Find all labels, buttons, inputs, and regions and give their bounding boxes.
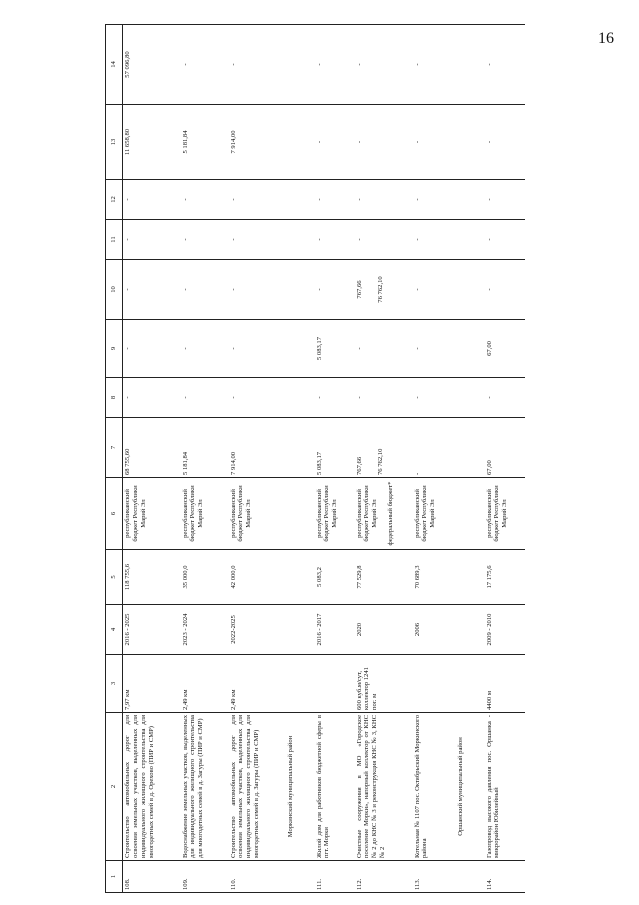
year-value: - xyxy=(485,180,525,220)
object-name: Газопровод высокого давления пос. Оршанка - микрорайон Юбилейный xyxy=(485,713,525,861)
funding-source: республиканский бюджет Республики Марий Эл xyxy=(485,478,525,550)
year-value: - xyxy=(181,180,229,220)
year-value: - xyxy=(413,260,451,320)
row-number: 114. xyxy=(485,861,525,893)
estimated-cost: 70 689,3 xyxy=(413,550,451,605)
funding-source: республиканский бюджет Республики Марий Эл xyxy=(413,478,451,550)
col-header: 1 xyxy=(106,861,123,893)
period: 2006 xyxy=(413,605,451,655)
funding-source: республиканский бюджет Республики Марий Эл xyxy=(315,478,355,550)
capacity: 7,97 км xyxy=(123,655,181,713)
district-row xyxy=(451,25,485,893)
year-value: - xyxy=(181,25,229,105)
row-number: 113. xyxy=(413,861,451,893)
funding-source: республиканский бюджет Республики Марий Эл xyxy=(123,478,181,550)
period: 2022-2025 xyxy=(229,605,281,655)
year-value: 5 181,84 xyxy=(181,105,229,180)
capacity: 2,49 км xyxy=(181,655,229,713)
funding-source-regional: республиканский бюджет Республики Марий Эл xyxy=(355,485,379,542)
period: 2020 xyxy=(355,605,413,655)
year-value: - xyxy=(229,320,281,378)
funding-source xyxy=(355,478,413,550)
capacity xyxy=(413,655,451,713)
district-row xyxy=(281,25,315,893)
col-header: 12 xyxy=(106,180,123,220)
period: 2023 - 2024 xyxy=(181,605,229,655)
col-header: 14 xyxy=(106,25,123,105)
year-value: - xyxy=(229,260,281,320)
year-value: 11 658,80 xyxy=(123,105,181,180)
year-value: - xyxy=(315,378,355,418)
table-row xyxy=(315,25,355,893)
year-value: - xyxy=(123,180,181,220)
year-value: - xyxy=(315,105,355,180)
district-name: Моркинский муниципальный район xyxy=(281,713,315,861)
total-amount: 5 083,17 xyxy=(315,418,355,478)
funding-source-federal: федеральный бюджет* xyxy=(387,481,395,546)
funding-source: республиканский бюджет Республики Марий Эл xyxy=(181,478,229,550)
estimated-cost: 5 083,2 xyxy=(315,550,355,605)
year-value: 7 914,00 xyxy=(229,105,281,180)
row-number: 109. xyxy=(181,861,229,893)
year-value: - xyxy=(315,180,355,220)
year-value: - xyxy=(229,180,281,220)
year-value: - xyxy=(485,378,525,418)
column-number-row xyxy=(106,25,123,893)
total-amount: 68 755,60 xyxy=(123,418,181,478)
year-value: - xyxy=(485,260,525,320)
capacity xyxy=(315,655,355,713)
year-value: - xyxy=(181,260,229,320)
year-value: - xyxy=(315,220,355,260)
year-value: - xyxy=(355,378,413,418)
year-value: - xyxy=(315,260,355,320)
col-header: 9 xyxy=(106,320,123,378)
district-name: Оршанский муниципальный район xyxy=(451,713,485,861)
year-value: 67,00 xyxy=(485,320,525,378)
total-amount: - xyxy=(413,418,451,478)
year-value: - xyxy=(181,378,229,418)
total-amount: 7 914,00 xyxy=(229,418,281,478)
table-row xyxy=(355,25,413,893)
col-header: 11 xyxy=(106,220,123,260)
year-value: - xyxy=(413,180,451,220)
object-name: Строительство автомобильных дорог для освоения земельных участков, выделенных для индивидуального жилищного строительства для многодетных семей в д. Орехово (ПИР и СМР) xyxy=(123,713,181,861)
year-value: - xyxy=(413,25,451,105)
funding-source: республиканский бюджет Республики Марий Эл xyxy=(229,478,281,550)
col-header: 6 xyxy=(106,478,123,550)
col-header: 13 xyxy=(106,105,123,180)
year-value: - xyxy=(485,220,525,260)
row-number: 110. xyxy=(229,861,281,893)
estimated-cost: 35 000,0 xyxy=(181,550,229,605)
period: 2016 - 2025 xyxy=(123,605,181,655)
capacity: 4400 м xyxy=(485,655,525,713)
col-header: 10 xyxy=(106,260,123,320)
year-value: - xyxy=(485,25,525,105)
year-value: - xyxy=(413,320,451,378)
year-value: - xyxy=(485,105,525,180)
investment-table xyxy=(105,24,525,893)
object-name: Водоснабжение земельных участков, выделенных для индивидуального жилищного строительства для многодетных семей в д. Загуры (ПИР и СМР) xyxy=(181,713,229,861)
year-value-regional: 767,66 xyxy=(355,280,363,299)
col-header: 4 xyxy=(106,605,123,655)
year-value: - xyxy=(315,25,355,105)
col-header: 2 xyxy=(106,713,123,861)
period: 2016 - 2017 xyxy=(315,605,355,655)
year-value: - xyxy=(413,105,451,180)
total-amount xyxy=(355,418,413,478)
object-name: Котельная № 1107 пос. Октябрьский Моркинского района xyxy=(413,713,451,861)
total-amount-federal: 76 762,10 xyxy=(377,448,385,475)
year-value: - xyxy=(181,320,229,378)
page-number: 16 xyxy=(598,30,614,47)
year-value: - xyxy=(355,320,413,378)
estimated-cost: 77 529,8 xyxy=(355,550,413,605)
total-amount: 5 181,84 xyxy=(181,418,229,478)
year-value: - xyxy=(355,25,413,105)
object-name: Жилой дом для работников бюджетной сферы в пгт. Морки xyxy=(315,713,355,861)
year-value-federal: 76 762,10 xyxy=(377,276,385,303)
object-name: Строительство автомобильных дорог для освоения земельных участков, выделенных для индивидуального жилищного строительства для многодетных семей в д. Загуры (ПИР и СМР) xyxy=(229,713,281,861)
row-number: 112. xyxy=(355,861,413,893)
table-row xyxy=(229,25,281,893)
year-value: - xyxy=(229,25,281,105)
total-amount: 67,00 xyxy=(485,418,525,478)
object-name: Очистные сооружения в МО «Городское поселение Морки», напорный коллектор от КНС № 2 до КНС № 3 и реконструкция КНС № 3, КНС № 2 xyxy=(355,713,413,861)
year-value: - xyxy=(123,378,181,418)
capacity: 600 куб.м/сут, коллектор 1241 пог. м xyxy=(355,655,413,713)
col-header: 3 xyxy=(106,655,123,713)
year-value: - xyxy=(123,220,181,260)
table-row xyxy=(485,25,525,893)
year-value: - xyxy=(229,220,281,260)
estimated-cost: 118 755,6 xyxy=(123,550,181,605)
capacity: 2,49 км xyxy=(229,655,281,713)
col-header: 7 xyxy=(106,418,123,478)
row-number: 108. xyxy=(123,861,181,893)
period: 2009 - 2010 xyxy=(485,605,525,655)
year-value: - xyxy=(123,320,181,378)
rotated-table-container xyxy=(105,25,523,893)
table-row xyxy=(413,25,451,893)
table-row xyxy=(123,25,181,893)
estimated-cost: 42 000,0 xyxy=(229,550,281,605)
year-value: - xyxy=(229,378,281,418)
col-header: 8 xyxy=(106,378,123,418)
year-value: - xyxy=(181,220,229,260)
estimated-cost: 17 175,6 xyxy=(485,550,525,605)
year-value: - xyxy=(413,220,451,260)
year-value: - xyxy=(355,220,413,260)
year-value xyxy=(355,260,413,320)
year-value: - xyxy=(355,180,413,220)
row-number: 111. xyxy=(315,861,355,893)
table-row xyxy=(181,25,229,893)
year-value: 57 096,80 xyxy=(123,25,181,105)
year-value: - xyxy=(413,378,451,418)
total-amount-regional: 767,66 xyxy=(355,456,363,475)
year-value: - xyxy=(355,105,413,180)
year-value: 5 083,17 xyxy=(315,320,355,378)
col-header: 5 xyxy=(106,550,123,605)
year-value: - xyxy=(123,260,181,320)
